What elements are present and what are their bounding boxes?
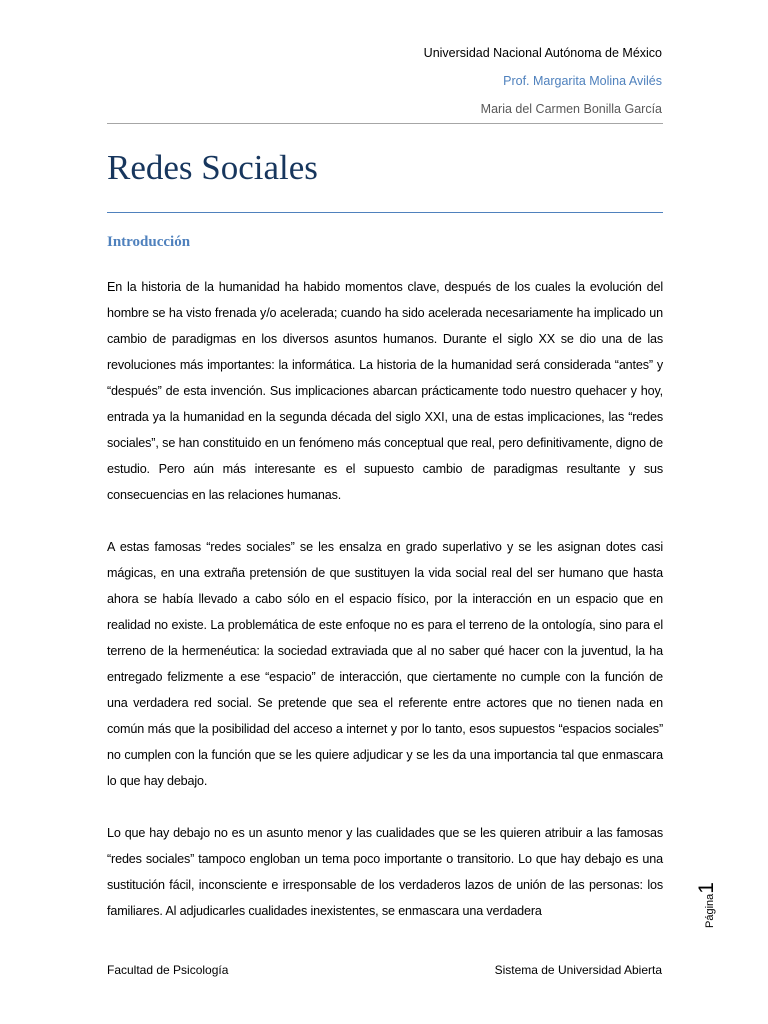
document-body <box>107 274 663 950</box>
header-university: Universidad Nacional Autónoma de México <box>423 46 662 60</box>
header-student: Maria del Carmen Bonilla García <box>480 102 662 116</box>
footer-system: Sistema de Universidad Abierta <box>494 963 662 977</box>
page-label: Página <box>704 893 716 928</box>
paragraph-3: Lo que hay debajo no es un asunto menor y las cualidades que se les quieren atribuir a las famosas “redes sociales” tampoco engloban un tema poco importante o transitorio. Lo que hay debajo es una sustitución fácil, inconsciente e irresponsable de los verdaderos lazos de unión de las personas: los familiares. Al adjudicarles cualidades inexistentes, se enmascara una verdadera <box>107 826 663 918</box>
title-divider <box>107 212 663 213</box>
paragraph-2: A estas famosas “redes sociales” se les ensalza en grado superlativo y se les asignan dotes casi mágicas, en una extraña pretensión de que sustituyen la vida social real del ser humano que hasta ahora se había llevado a cabo sólo en el espacio físico, por la interacción en un espacio que en realidad no existe. La problemática de este enfoque no es para el terreno de la ontología, sino para el terreno de la hermenéutica: la sociedad extraviada que al no saber qué hacer con la juventud, la ha entregado felizmente a ese “espacio” de interacción, que ciertamente no cumple con la función de una verdadera red social. Se pretende que sea el referente entre actores que no tienen nada en común más que la posibilidad del acceso a internet y por lo tanto, esos supuestos “espacios sociales” no cumplen con la función que se les quiere adjudicar y se les da una importancia tal que enmascara lo que hay debajo. <box>107 540 663 788</box>
page-number <box>695 882 719 928</box>
footer-faculty: Facultad de Psicología <box>107 963 229 977</box>
document-title: Redes Sociales <box>107 148 318 187</box>
paragraph-1: En la historia de la humanidad ha habido momentos clave, después de los cuales la evolución del hombre se ha visto frenada y/o acelerada; cuando ha sido acelerada necesariamente ha implicado un cambio de paradigmas en los diversos asuntos humanos. Durante el siglo XX se dio una de las revoluciones más importantes: la informática. La historia de la humanidad será considerada “antes” y “después” de esta invención. Sus implicaciones abarcan prácticamente todo nuestro quehacer y hoy, entrada ya la humanidad en la segunda década del siglo XXI, una de estas implicaciones, las “redes sociales”, se han constituido en un fenómeno más conceptual que real, pero definitivamente, digno de estudio. Pero aún más interesante es el supuesto cambio de paradigmas resultante y sus consecuencias en las relaciones humanas. <box>107 280 663 502</box>
header-professor: Prof. Margarita Molina Avilés <box>503 74 662 88</box>
header-divider <box>107 123 663 124</box>
page-number-value: 1 <box>695 882 718 894</box>
section-heading: Introducción <box>107 234 191 250</box>
